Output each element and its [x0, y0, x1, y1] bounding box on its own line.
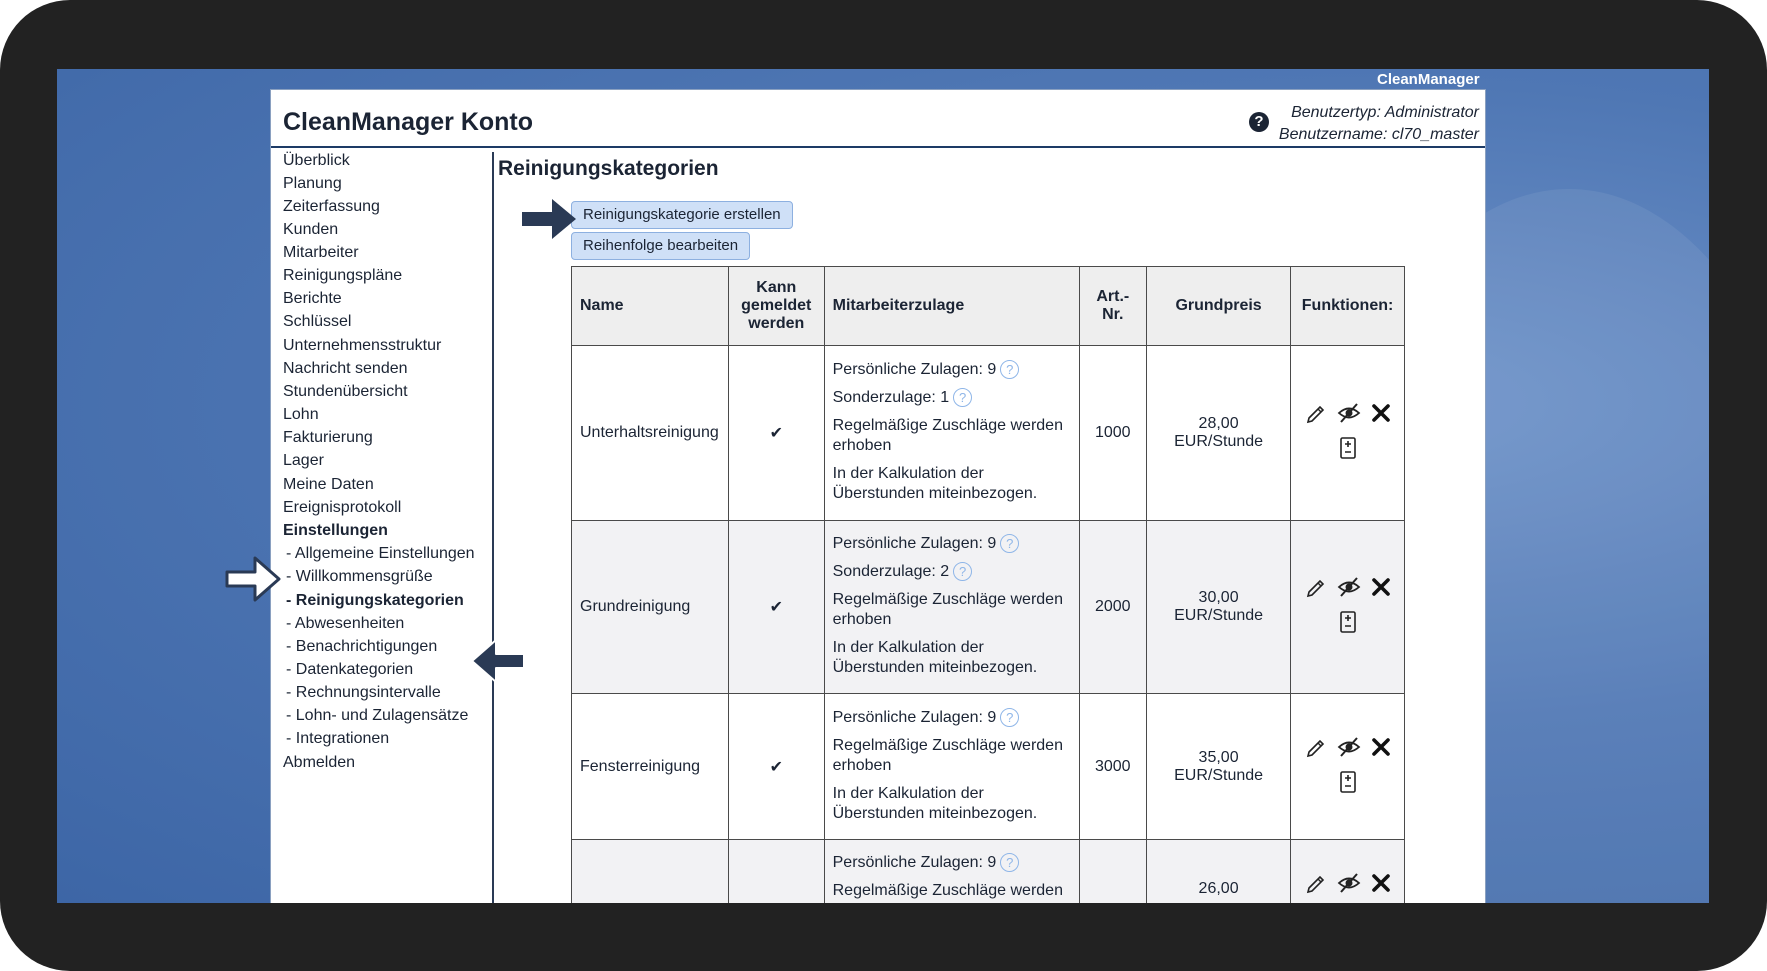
cell-artnr: 1000: [1079, 346, 1147, 521]
zulage-persoenlich: [833, 853, 1071, 873]
nav-lohn-und-zulagensaetze[interactable]: - Lohn- und Zulagensätze: [286, 707, 469, 724]
cell-zulage: [824, 521, 1079, 694]
check-icon: ✔: [728, 346, 824, 521]
cell-grundpreis: [1147, 521, 1291, 694]
nav-kunden[interactable]: Kunden: [283, 221, 339, 238]
nav-fakturierung[interactable]: Fakturierung: [283, 429, 373, 446]
question-icon[interactable]: ?: [1000, 534, 1019, 553]
nav-mitarbeiter[interactable]: Mitarbeiter: [283, 244, 359, 261]
price-unit: EUR/Stunde: [1174, 433, 1264, 450]
nav-allgemeine-einstellungen[interactable]: - Allgemeine Einstellungen: [286, 545, 475, 562]
cell-funktionen: [1291, 694, 1405, 840]
table-header-row: [572, 267, 1405, 346]
sidebar-nav: [271, 152, 494, 903]
cell-name: Unterhaltsreinigung: [572, 346, 729, 521]
delete-icon[interactable]: [1371, 577, 1391, 602]
brand-label: CleanManager: [1377, 71, 1480, 88]
eye-slash-icon[interactable]: [1337, 402, 1361, 429]
price-unit: EUR/Stunde: [1174, 607, 1264, 624]
nav-ereignisprotokoll[interactable]: Ereignisprotokoll: [283, 499, 402, 516]
zulage-sonder-text: Sonderzulage: 2: [832, 563, 950, 580]
nav-einstellungen[interactable]: Einstellungen: [283, 522, 388, 539]
user-name: Benutzername: cl70_master: [1278, 126, 1479, 143]
nav-abmelden[interactable]: Abmelden: [283, 754, 356, 771]
nav-meine-daten[interactable]: Meine Daten: [283, 476, 374, 493]
pencil-icon[interactable]: [1305, 576, 1327, 603]
col-funktionen: Funktionen:: [1291, 267, 1405, 346]
cell-grundpreis: [1147, 694, 1291, 840]
zulage-kalkulation: In der Kalkulation der Überstunden miteinbezogen.: [832, 639, 1038, 676]
cell-artnr: 3000: [1079, 694, 1147, 840]
col-kann-gemeldet: Kann gemeldet werden: [728, 267, 824, 346]
user-type: Benutzertyp: Administrator: [1291, 104, 1479, 121]
eye-slash-icon[interactable]: [1337, 872, 1361, 899]
help-icon[interactable]: ?: [1249, 112, 1269, 132]
eye-slash-icon[interactable]: [1337, 576, 1361, 603]
nav-unternehmensstruktur[interactable]: Unternehmensstruktur: [283, 337, 442, 354]
delete-icon[interactable]: [1371, 873, 1391, 898]
check-cell: [728, 840, 824, 904]
calculator-icon[interactable]: [1339, 771, 1357, 798]
cell-funktionen: [1291, 346, 1405, 521]
calculator-icon[interactable]: [1339, 437, 1357, 464]
edit-order-button[interactable]: Reihenfolge bearbeiten: [571, 232, 750, 260]
pencil-icon[interactable]: [1305, 402, 1327, 429]
col-grundpreis: Grundpreis: [1147, 267, 1291, 346]
nav-lager[interactable]: Lager: [283, 452, 324, 469]
zulage-kalkulation: In der Kalkulation der Überstunden miteinbezogen.: [832, 784, 1038, 822]
zulage-regel: Regelmäßige Zuschläge werden erhoben: [832, 736, 1063, 774]
user-info: [1279, 102, 1479, 146]
calculator-icon[interactable]: [1339, 611, 1357, 638]
zulage-sonder-text: Sonderzulage: 1: [832, 389, 950, 406]
main-content: [497, 152, 1483, 903]
nav-integrationen[interactable]: - Integrationen: [286, 730, 390, 747]
question-icon[interactable]: ?: [953, 388, 972, 407]
app-title: CleanManager Konto: [283, 108, 534, 136]
cell-name: [572, 840, 729, 904]
table-row: [572, 521, 1405, 694]
pencil-icon[interactable]: [1305, 872, 1327, 899]
cell-artnr: [1079, 840, 1147, 904]
nav-benachrichtigungen[interactable]: - Benachrichtigungen: [286, 638, 438, 655]
cell-name: Fensterreinigung: [572, 694, 729, 840]
nav-stundenuebersicht[interactable]: Stundenübersicht: [283, 383, 408, 400]
nav-zeiterfassung[interactable]: Zeiterfassung: [283, 198, 380, 215]
desktop-screen: [57, 69, 1709, 903]
delete-icon[interactable]: [1371, 737, 1391, 762]
nav-reinigungskategorien[interactable]: - Reinigungskategorien: [286, 592, 464, 609]
nav-planung[interactable]: Planung: [283, 175, 342, 192]
price-value: 30,00: [1198, 589, 1239, 606]
col-name: Name: [572, 267, 729, 346]
eye-slash-icon[interactable]: [1337, 736, 1361, 763]
table-row: [572, 346, 1405, 521]
zulage-regel: Regelmäßige Zuschläge werden erhoben: [832, 591, 1063, 628]
check-icon: ✔: [728, 521, 824, 694]
pencil-icon[interactable]: [1305, 736, 1327, 763]
question-icon[interactable]: ?: [1000, 853, 1019, 872]
delete-icon[interactable]: [1371, 403, 1391, 428]
table-row: [572, 694, 1405, 840]
zulage-regel: Regelmäßige Zuschläge werden erhoben: [832, 417, 1063, 454]
nav-rechnungsintervalle[interactable]: - Rechnungsintervalle: [286, 684, 441, 701]
question-icon[interactable]: ?: [1000, 708, 1019, 727]
arrow-right-icon: [520, 196, 578, 242]
nav-berichte[interactable]: Berichte: [283, 290, 342, 307]
nav-schluessel[interactable]: Schlüssel: [283, 313, 352, 330]
categories-table: [571, 266, 1405, 903]
price-value: 35,00: [1198, 748, 1239, 766]
app-header: [271, 90, 1485, 148]
arrow-left-icon: [470, 637, 526, 685]
zulage-kalkulation: In der Kalkulation der Überstunden miteinbezogen.: [832, 465, 1038, 502]
table-row: [572, 840, 1405, 904]
question-icon[interactable]: ?: [953, 562, 972, 581]
cell-zulage: [824, 694, 1079, 840]
page-title: Reinigungskategorien: [498, 157, 719, 180]
cell-name: Grundreinigung: [572, 521, 729, 694]
zulage-persoenlich: [833, 708, 1071, 728]
app-window: [270, 89, 1486, 903]
nav-nachricht-senden[interactable]: Nachricht senden: [283, 360, 408, 377]
price-value: 26,00: [1198, 880, 1239, 897]
cell-funktionen: [1291, 521, 1405, 694]
zulage-regel: Regelmäßige Zuschläge werden: [832, 882, 1063, 899]
nav-datenkategorien[interactable]: - Datenkategorien: [286, 661, 414, 678]
zulage-persoenlich: [833, 360, 1071, 380]
zulage-persoenlich-text: Persönliche Zulagen: 9: [832, 854, 997, 871]
nav-lohn[interactable]: Lohn: [283, 406, 319, 423]
arrow-right-icon: [225, 555, 281, 603]
cell-funktionen: [1291, 840, 1405, 904]
nav-reinigungsplaene[interactable]: Reinigungspläne: [283, 267, 403, 284]
col-mitarbeiterzulage: Mitarbeiterzulage: [824, 267, 1079, 346]
zulage-sonder: [833, 562, 1071, 582]
zulage-persoenlich-text: Persönliche Zulagen: 9: [832, 708, 997, 726]
create-category-button[interactable]: Reinigungskategorie erstellen: [571, 201, 793, 229]
cell-zulage: [824, 346, 1079, 521]
zulage-persoenlich: [833, 534, 1071, 554]
question-icon[interactable]: ?: [1000, 360, 1019, 379]
cell-zulage: [824, 840, 1079, 904]
cell-grundpreis: [1147, 346, 1291, 521]
check-icon: ✔: [728, 694, 824, 840]
cell-artnr: 2000: [1079, 521, 1147, 694]
nav-abwesenheiten[interactable]: - Abwesenheiten: [286, 615, 405, 632]
cell-grundpreis: [1147, 840, 1291, 904]
price-unit: EUR/Stunde: [1174, 766, 1264, 784]
zulage-persoenlich-text: Persönliche Zulagen: 9: [832, 361, 997, 378]
price-value: 28,00: [1198, 415, 1239, 432]
col-artnr: Art.-Nr.: [1079, 267, 1147, 346]
nav-ueberblick[interactable]: Überblick: [283, 152, 350, 169]
zulage-sonder: [833, 388, 1071, 408]
nav-willkommensgruesse[interactable]: - Willkommensgrüße: [286, 568, 433, 585]
zulage-persoenlich-text: Persönliche Zulagen: 9: [832, 535, 997, 552]
